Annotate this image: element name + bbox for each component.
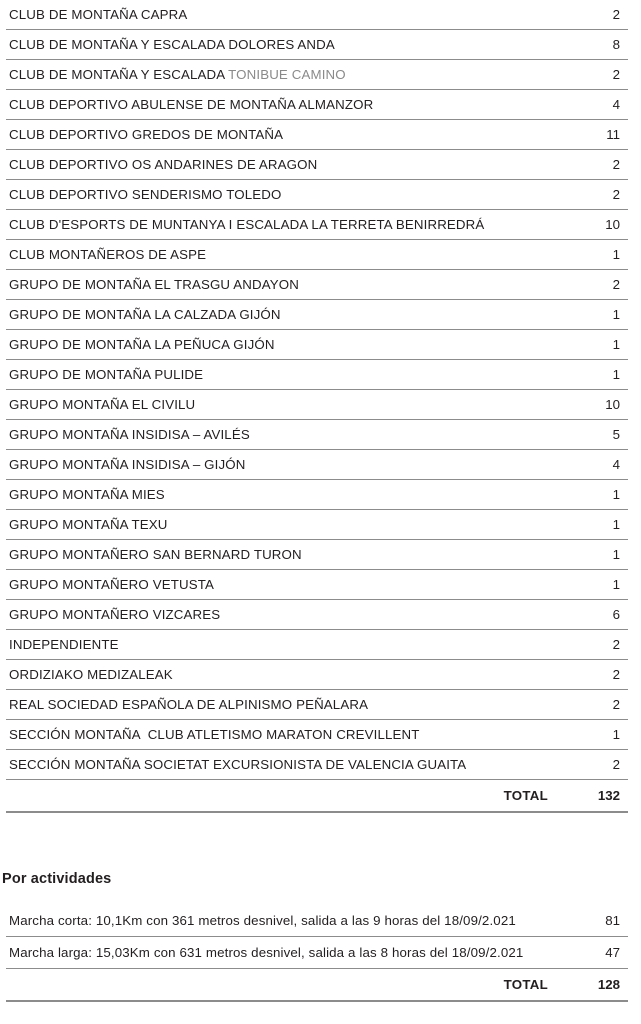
total-row [6, 969, 628, 1002]
table-row [6, 937, 628, 969]
club-name: SECCIÓN MONTAÑA SOCIETAT EXCURSIONISTA DE VALENCIA GUAITA [6, 750, 562, 780]
activity-name: Marcha larga: 15,03Km con 631 metros desnivel, salida a las 8 horas del 18/09/2.021 [6, 937, 562, 969]
table-row [6, 390, 628, 420]
table-row [6, 510, 628, 540]
table-row [6, 600, 628, 630]
table-row [6, 750, 628, 780]
table-row [6, 150, 628, 180]
club-name: CLUB DE MONTAÑA CAPRA [6, 0, 562, 30]
club-value: 1 [562, 330, 628, 360]
club-value: 1 [562, 360, 628, 390]
club-value: 1 [562, 480, 628, 510]
table-row [6, 570, 628, 600]
club-name: SECCIÓN MONTAÑA CLUB ATLETISMO MARATON CREVILLENT [6, 720, 562, 750]
table-row [6, 60, 628, 90]
total-value: 128 [562, 969, 628, 1002]
table-row [6, 240, 628, 270]
clubs-table [6, 0, 628, 813]
club-name: GRUPO MONTAÑA MIES [6, 480, 562, 510]
club-value: 10 [562, 390, 628, 420]
club-name: GRUPO DE MONTAÑA LA PEÑUCA GIJÓN [6, 330, 562, 360]
club-name-muted: TONIBUE CAMINO [228, 67, 346, 82]
table-row [6, 905, 628, 937]
table-row [6, 540, 628, 570]
table-row [6, 180, 628, 210]
activity-value: 81 [562, 905, 628, 937]
table-row [6, 270, 628, 300]
table-row [6, 360, 628, 390]
club-value: 2 [562, 0, 628, 30]
club-value: 4 [562, 450, 628, 480]
club-value: 6 [562, 600, 628, 630]
club-value: 4 [562, 90, 628, 120]
club-value: 2 [562, 750, 628, 780]
total-row [6, 780, 628, 813]
club-value: 1 [562, 570, 628, 600]
activities-table-container [0, 905, 641, 1002]
club-value: 2 [562, 270, 628, 300]
club-name: GRUPO DE MONTAÑA LA CALZADA GIJÓN [6, 300, 562, 330]
table-row [6, 210, 628, 240]
club-value: 1 [562, 240, 628, 270]
club-name: REAL SOCIEDAD ESPAÑOLA DE ALPINISMO PEÑALARA [6, 690, 562, 720]
table-row [6, 300, 628, 330]
table-row [6, 0, 628, 30]
table-row [6, 660, 628, 690]
club-name: CLUB DE MONTAÑA Y ESCALADA DOLORES ANDA [6, 30, 562, 60]
club-value: 1 [562, 300, 628, 330]
table-row [6, 420, 628, 450]
club-name: GRUPO MONTAÑA TEXU [6, 510, 562, 540]
activities-section-heading: Por actividades [2, 871, 112, 887]
table-row [6, 450, 628, 480]
table-row [6, 90, 628, 120]
club-name: CLUB D'ESPORTS DE MUNTANYA I ESCALADA LA TERRETA BENIRREDRÁ [6, 210, 562, 240]
club-name: CLUB DEPORTIVO GREDOS DE MONTAÑA [6, 120, 562, 150]
club-value: 2 [562, 60, 628, 90]
club-value: 11 [562, 120, 628, 150]
club-value: 2 [562, 660, 628, 690]
club-value: 1 [562, 510, 628, 540]
club-value: 8 [562, 30, 628, 60]
activities-table-body [6, 905, 628, 1001]
club-value: 2 [562, 150, 628, 180]
clubs-table-body [6, 0, 628, 812]
table-row [6, 30, 628, 60]
activity-name: Marcha corta: 10,1Km con 361 metros desnivel, salida a las 9 horas del 18/09/2.021 [6, 905, 562, 937]
club-value: 1 [562, 720, 628, 750]
total-label: TOTAL [6, 780, 562, 813]
club-value: 2 [562, 630, 628, 660]
club-name: GRUPO MONTAÑA INSIDISA – AVILÉS [6, 420, 562, 450]
club-name: GRUPO MONTAÑA EL CIVILU [6, 390, 562, 420]
table-row [6, 720, 628, 750]
club-value: 1 [562, 540, 628, 570]
table-row [6, 120, 628, 150]
club-name: GRUPO DE MONTAÑA EL TRASGU ANDAYON [6, 270, 562, 300]
club-name: CLUB DE MONTAÑA Y ESCALADA TONIBUE CAMINO [6, 60, 562, 90]
club-value: 5 [562, 420, 628, 450]
activity-value: 47 [562, 937, 628, 969]
club-name: GRUPO MONTAÑERO VIZCARES [6, 600, 562, 630]
table-row [6, 330, 628, 360]
club-name: INDEPENDIENTE [6, 630, 562, 660]
club-name: CLUB DEPORTIVO SENDERISMO TOLEDO [6, 180, 562, 210]
table-row [6, 630, 628, 660]
club-name: GRUPO DE MONTAÑA PULIDE [6, 360, 562, 390]
table-row [6, 480, 628, 510]
activities-table [6, 905, 628, 1002]
table-row [6, 690, 628, 720]
club-value: 10 [562, 210, 628, 240]
club-name: CLUB DEPORTIVO ABULENSE DE MONTAÑA ALMANZOR [6, 90, 562, 120]
club-name: CLUB DEPORTIVO OS ANDARINES DE ARAGON [6, 150, 562, 180]
total-value: 132 [562, 780, 628, 813]
club-value: 2 [562, 690, 628, 720]
club-name: GRUPO MONTAÑERO SAN BERNARD TURON [6, 540, 562, 570]
club-name: ORDIZIAKO MEDIZALEAK [6, 660, 562, 690]
club-name: GRUPO MONTAÑA INSIDISA – GIJÓN [6, 450, 562, 480]
total-label: TOTAL [6, 969, 562, 1002]
club-name: CLUB MONTAÑEROS DE ASPE [6, 240, 562, 270]
club-name: GRUPO MONTAÑERO VETUSTA [6, 570, 562, 600]
club-value: 2 [562, 180, 628, 210]
